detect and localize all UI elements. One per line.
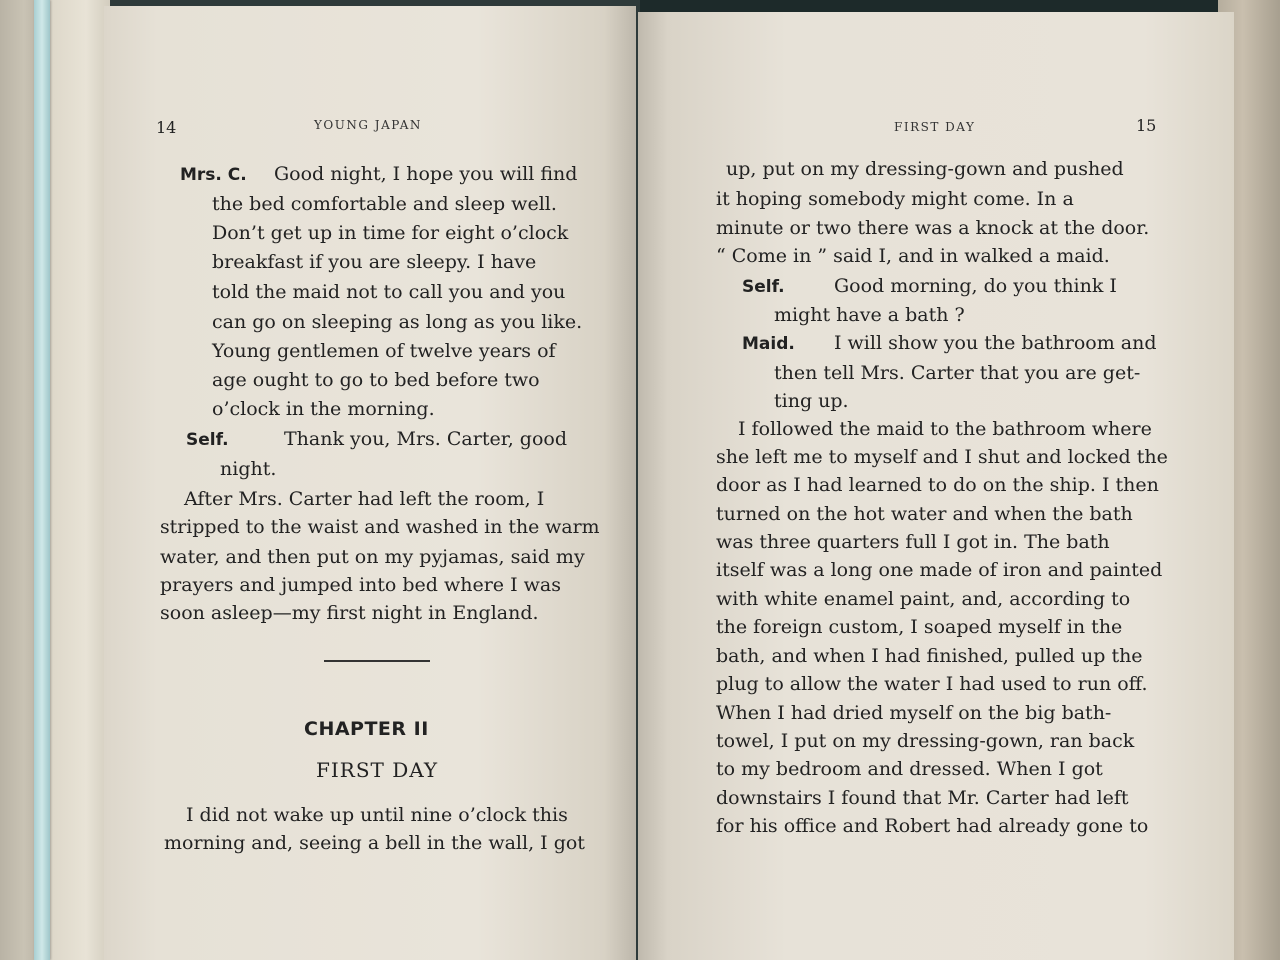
paragraph-line: After Mrs. Carter had left the room, I (184, 488, 545, 510)
dialogue-line: Good morning, do you think I (834, 275, 1117, 297)
paragraph-line: downstairs I found that Mr. Carter had left (716, 787, 1129, 809)
paragraph-line: she left me to myself and I shut and locked the (716, 446, 1168, 468)
paragraph-line: bath, and when I had finished, pulled up the (716, 645, 1143, 667)
dialogue-line: Good night, I hope you will find (274, 163, 578, 185)
dialogue-line: o’clock in the morning. (212, 398, 435, 420)
paragraph-line: it hoping somebody might come. In a (716, 188, 1074, 210)
paragraph-line: was three quarters full I got in. The bath (716, 531, 1110, 553)
page-stack-left (50, 0, 110, 960)
left-page (104, 6, 636, 960)
dialogue-speaker-self: Self. (742, 277, 785, 297)
paragraph-line: the foreign custom, I soaped myself in the (716, 616, 1123, 638)
paragraph-line: prayers and jumped into bed where I was (160, 574, 561, 596)
chapter-heading: CHAPTER II (304, 718, 429, 740)
right-page-number: 15 (1136, 116, 1157, 135)
dialogue-line: can go on sleeping as long as you like. (212, 311, 583, 333)
paragraph-line: When I had dried myself on the big bath- (716, 702, 1112, 724)
section-divider-rule (324, 660, 430, 662)
dialogue-line: night. (220, 458, 277, 480)
dialogue-line: Thank you, Mrs. Carter, good (284, 428, 567, 450)
dialogue-line: told the maid not to call you and you (212, 281, 566, 303)
paragraph-line: I did not wake up until nine o’clock this (186, 804, 568, 826)
dialogue-line: ting up. (774, 390, 849, 412)
paragraph-line: soon asleep—my first night in England. (160, 602, 539, 624)
dialogue-line: the bed comfortable and sleep well. (212, 193, 557, 215)
left-running-head: YOUNG JAPAN (314, 118, 422, 132)
dialogue-line: Don’t get up in time for eight o’clock (212, 222, 569, 244)
right-page (638, 12, 1234, 960)
paragraph-line: door as I had learned to do on the ship. I then (716, 474, 1159, 496)
paragraph-line: “ Come in ” said I, and in walked a maid. (716, 245, 1110, 267)
dialogue-line: age ought to go to bed before two (212, 369, 540, 391)
paragraph-line: minute or two there was a knock at the door. (716, 217, 1150, 239)
paragraph-line: plug to allow the water I had used to run off. (716, 673, 1148, 695)
paragraph-line: stripped to the waist and washed in the warm (160, 516, 600, 538)
paragraph-line: water, and then put on my pyjamas, said my (160, 546, 585, 568)
paragraph-line: turned on the hot water and when the bath (716, 503, 1133, 525)
chapter-title: FIRST DAY (316, 758, 439, 782)
paragraph-line: up, put on my dressing-gown and pushed (726, 158, 1124, 180)
dialogue-line: then tell Mrs. Carter that you are get- (774, 362, 1141, 384)
bookmark-ribbon (34, 0, 50, 960)
dialogue-speaker-self: Self. (186, 430, 229, 450)
dialogue-line: I will show you the bathroom and (834, 332, 1157, 354)
left-page-number: 14 (156, 118, 177, 137)
dialogue-line: Young gentlemen of twelve years of (212, 340, 556, 362)
paragraph-line: I followed the maid to the bathroom where (738, 418, 1152, 440)
dialogue-line: might have a bath ? (774, 304, 965, 326)
paragraph-line: morning and, seeing a bell in the wall, I got (164, 832, 585, 854)
dialogue-speaker-mrs-c: Mrs. C. (180, 165, 247, 185)
dialogue-line: breakfast if you are sleepy. I have (212, 251, 537, 273)
paragraph-line: for his office and Robert had already gone to (716, 815, 1149, 837)
dialogue-speaker-maid: Maid. (742, 334, 795, 354)
paragraph-line: to my bedroom and dressed. When I got (716, 758, 1103, 780)
paragraph-line: with white enamel paint, and, according to (716, 588, 1131, 610)
right-running-head: FIRST DAY (894, 120, 976, 134)
paragraph-line: itself was a long one made of iron and painted (716, 559, 1163, 581)
paragraph-line: towel, I put on my dressing-gown, ran back (716, 730, 1135, 752)
